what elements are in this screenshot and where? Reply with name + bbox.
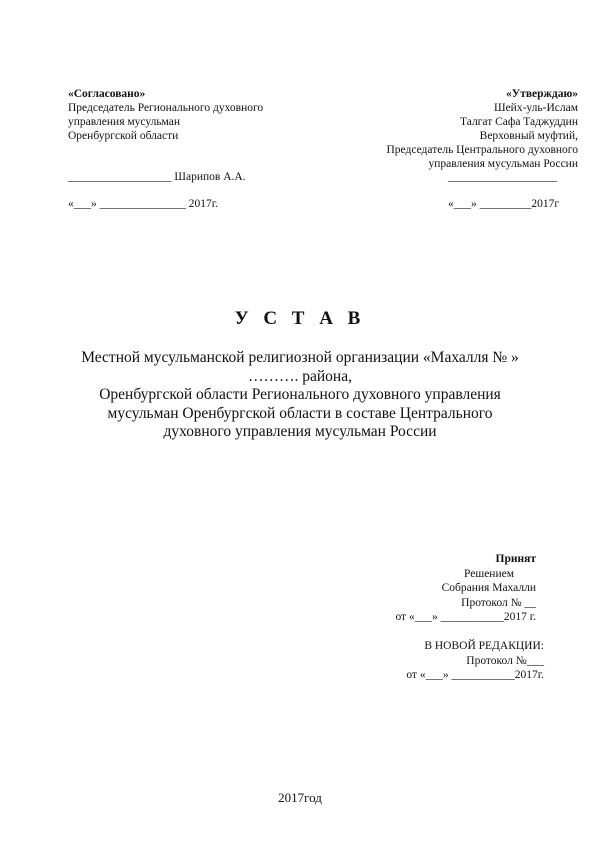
revision-heading: В НОВОЙ РЕДАКЦИИ:: [424, 640, 544, 652]
document-subtitle: [50, 349, 550, 442]
approval-right-line: Талгат Сафа Таджуддин: [460, 116, 578, 128]
approval-left-heading: «Согласовано»: [68, 88, 146, 100]
date-left: «___» _______________ 2017г.: [68, 198, 219, 210]
approval-left-block: [68, 87, 263, 143]
approval-right-line: Верховный муфтий,: [479, 130, 578, 142]
approval-left-line: управления мусульман: [68, 116, 181, 128]
approval-right-line: Председатель Центрального духовного: [386, 144, 578, 156]
accepted-line: Собрания Махалли: [441, 582, 536, 594]
document-title: У С Т А В: [234, 308, 366, 329]
approval-right-line: Шейх-уль-Ислам: [493, 102, 578, 114]
subtitle-line: мусульман Оренбургской области в составе Центрального: [107, 404, 493, 422]
accepted-block: [395, 552, 536, 625]
approval-right-heading: «Утверждаю»: [506, 88, 578, 100]
revision-block: [406, 639, 544, 683]
approval-right-block: [386, 87, 578, 171]
revision-line: от «___» ___________2017г.: [406, 669, 544, 681]
approval-left-line: Председатель Регионального духовного: [68, 102, 264, 114]
accepted-heading: Принят: [495, 553, 536, 565]
accepted-line: Протокол № __: [461, 596, 536, 609]
approval-right-line: управления мусульман России: [428, 158, 578, 170]
footer-year: 2017год: [278, 790, 322, 805]
subtitle-line: Оренбургской области Регионального духовного управления: [99, 386, 501, 403]
signature-right: ___________________: [448, 171, 558, 183]
accepted-line: от «___» ___________2017 г.: [395, 611, 536, 623]
signature-left: __________________ Шарипов А.А.: [68, 171, 246, 183]
approval-left-line: Оренбургской области: [68, 130, 179, 142]
subtitle-line: Местной мусульманской религиозной организации «Махалля № »: [81, 349, 519, 366]
revision-line: Протокол №___: [466, 654, 544, 667]
subtitle-line: духовного управления мусульман России: [163, 423, 437, 440]
subtitle-line: ………. района,: [248, 367, 352, 385]
date-right: «___» _________2017г: [448, 198, 560, 210]
accepted-line: Решением: [464, 567, 514, 580]
